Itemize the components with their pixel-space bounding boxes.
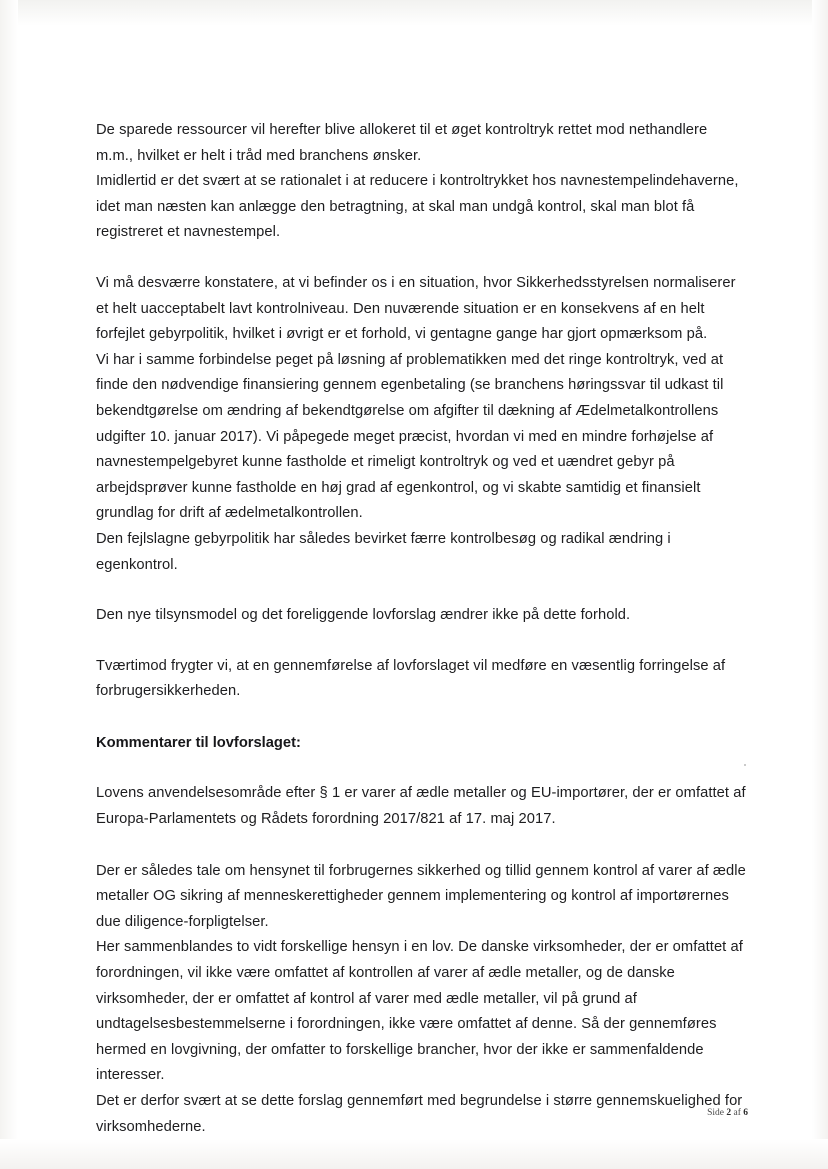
paragraph-spacer <box>96 833 748 859</box>
paragraph-spacer <box>96 629 748 654</box>
page-footer <box>96 1108 748 1118</box>
paragraph: Her sammenblandes to vidt forskellige hensyn i en lov. De danske virksomheder, der er omfattet af forordningen, vil ikke være omfattet af kontrollen af varer af ædle metaller, og de danske virksomheder, der er omfattet af kontrol af varer med ædle metaller, vil på grund af undtagelsesbestemmelserne i forordningen, ikke være omfattet af denne. Så der gennemføres hermed en lovgivning, der omfatter to forskellige brancher, hvor der ikke er sammenfaldende interesser. <box>96 939 743 1084</box>
paragraph-spacer <box>96 756 748 781</box>
footer-prefix: Side <box>707 1108 724 1118</box>
scan-edge-left <box>0 0 18 1169</box>
paragraph: Vi har i samme forbindelse peget på løsning af problematikken med det ringe kontroltryk, ved at finde den nødvendige finansiering gennem egenbetaling (se branchens høringssvar til udkast til bekendtgørelse om ændring af bekendtgørelse om afgifter til dækning af Ædelmetalkontrollens udgifter 10. januar 2017). Vi påpegede meget præcist, hvordan vi med en mindre forhøjelse af navnestempelgebyret kunne fastholde et rimeligt kontroltryk og ved et uændret gebyr på arbejdsprøver kunne fastholde en høj grad af egenkontrol, og vi skabte samtidig et finansielt grundlag for drift af ædelmetalkontrollen. <box>96 351 724 522</box>
paragraph: De sparede ressourcer vil herefter blive allokeret til et øget kontroltryk rettet mod nethandlere m.m., hvilket er helt i tråd med branchens ønsker. <box>96 122 708 164</box>
paragraph: Vi må desværre konstatere, at vi befinder os i en situation, hvor Sikkerhedsstyrelsen normaliserer et helt uacceptabelt lavt kontrolniveau. Den nuværende situation er en konsekvens af en helt forfejlet gebyrpolitik, hvilket i øvrigt er et forhold, vi gentagne gange har gjort opmærksom på. <box>96 274 736 343</box>
paragraph: Imidlertid er det svært at se rationalet i at reducere i kontroltrykket hos navnestempelindehaverne, idet man næsten kan anlægge den betragtning, at skal man undgå kontrol, skal man blot få registreret et navnestempel. <box>96 173 739 241</box>
footer-middle: af <box>733 1108 741 1118</box>
paragraph: Der er således tale om hensynet til forbrugernes sikkerhed og tillid gennem kontrol af varer af ædle metaller OG sikring af menneskerettigheder gennem implementering og kontrol af importørernes due diligence-forpligtelser. <box>96 862 746 930</box>
document-body <box>96 118 748 1140</box>
section-heading: Kommentarer til lovforslaget: <box>96 734 301 751</box>
footer-page-number: 2 <box>726 1108 732 1118</box>
paragraph: Den nye tilsynsmodel og det foreliggende lovforslag ændrer ikke på dette forhold. <box>96 607 631 624</box>
scan-edge-right <box>812 0 828 1169</box>
paragraph-spacer <box>96 705 748 731</box>
footer-total-pages: 6 <box>743 1108 748 1118</box>
scan-edge-top <box>0 0 828 26</box>
paragraph: Den fejlslagne gebyrpolitik har således bevirket færre kontrolbesøg og radikal ændring i egenkontrol. <box>96 530 671 573</box>
scan-artifact-dot <box>744 764 746 766</box>
paragraph: Det er derfor svært at se dette forslag gennemført med begrundelse i større gennemskuelighed for virksomhederne. <box>96 1093 743 1135</box>
paragraph-spacer <box>96 246 748 271</box>
scan-edge-bottom <box>0 1139 828 1169</box>
paragraph-spacer <box>96 578 748 603</box>
paragraph: Lovens anvendelsesområde efter § 1 er varer af ædle metaller og EU-importører, der er omfattet af Europa-Parlamentets og Rådets forordning 2017/821 af 17. maj 2017. <box>96 785 746 828</box>
paragraph: Tværtimod frygter vi, at en gennemførelse af lovforslaget vil medføre en væsentlig forringelse af forbrugersikkerheden. <box>96 657 726 700</box>
